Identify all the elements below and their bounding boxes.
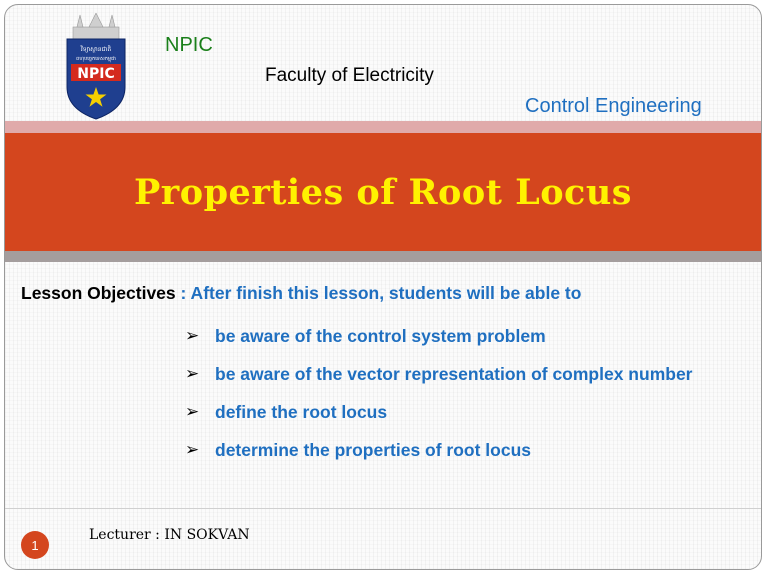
lecturer-name: Lecturer : IN SOKVAN: [89, 527, 250, 543]
arrow-bullet-icon: ➢: [185, 326, 200, 345]
objective-item: [185, 431, 745, 469]
svg-text:ពហុបច្ចេកទេសកម្ពុជា: ពហុបច្ចេកទេសកម្ពុជា: [76, 56, 116, 62]
objectives-label: Lesson Objectives: [21, 283, 176, 303]
title-band-bottom-stripe: [5, 251, 761, 262]
objective-text: be aware of the control system problem: [215, 326, 546, 346]
objectives-intro: : After finish this lesson, students will be able to: [175, 283, 582, 303]
npic-logo: [63, 13, 129, 121]
arrow-bullet-icon: ➢: [185, 364, 200, 383]
title-band: [5, 133, 761, 251]
lesson-objectives: [21, 283, 581, 304]
arrow-bullet-icon: ➢: [185, 402, 200, 421]
faculty-name: Faculty of Electricity: [265, 65, 434, 86]
svg-text:វិទ្យាស្ថានជាតិ: វិទ្យាស្ថានជាតិ: [80, 46, 112, 53]
objective-item: [185, 393, 745, 431]
objective-item: [185, 355, 745, 393]
slide: [4, 4, 762, 570]
objectives-list: [185, 317, 745, 469]
arrow-bullet-icon: ➢: [185, 440, 200, 459]
department-name: Control Engineering: [525, 95, 702, 117]
svg-text:NPIC: NPIC: [77, 66, 115, 82]
slide-title: Properties of Root Locus: [133, 171, 633, 213]
objective-item: [185, 317, 745, 355]
org-name: NPIC: [165, 34, 213, 56]
page-number: 1: [21, 531, 49, 559]
title-band-top-stripe: [5, 121, 761, 133]
objective-text: be aware of the vector representation of complex number: [215, 364, 693, 384]
footer-divider: [5, 508, 761, 509]
objective-text: determine the properties of root locus: [215, 440, 532, 460]
objective-text: define the root locus: [215, 402, 388, 422]
